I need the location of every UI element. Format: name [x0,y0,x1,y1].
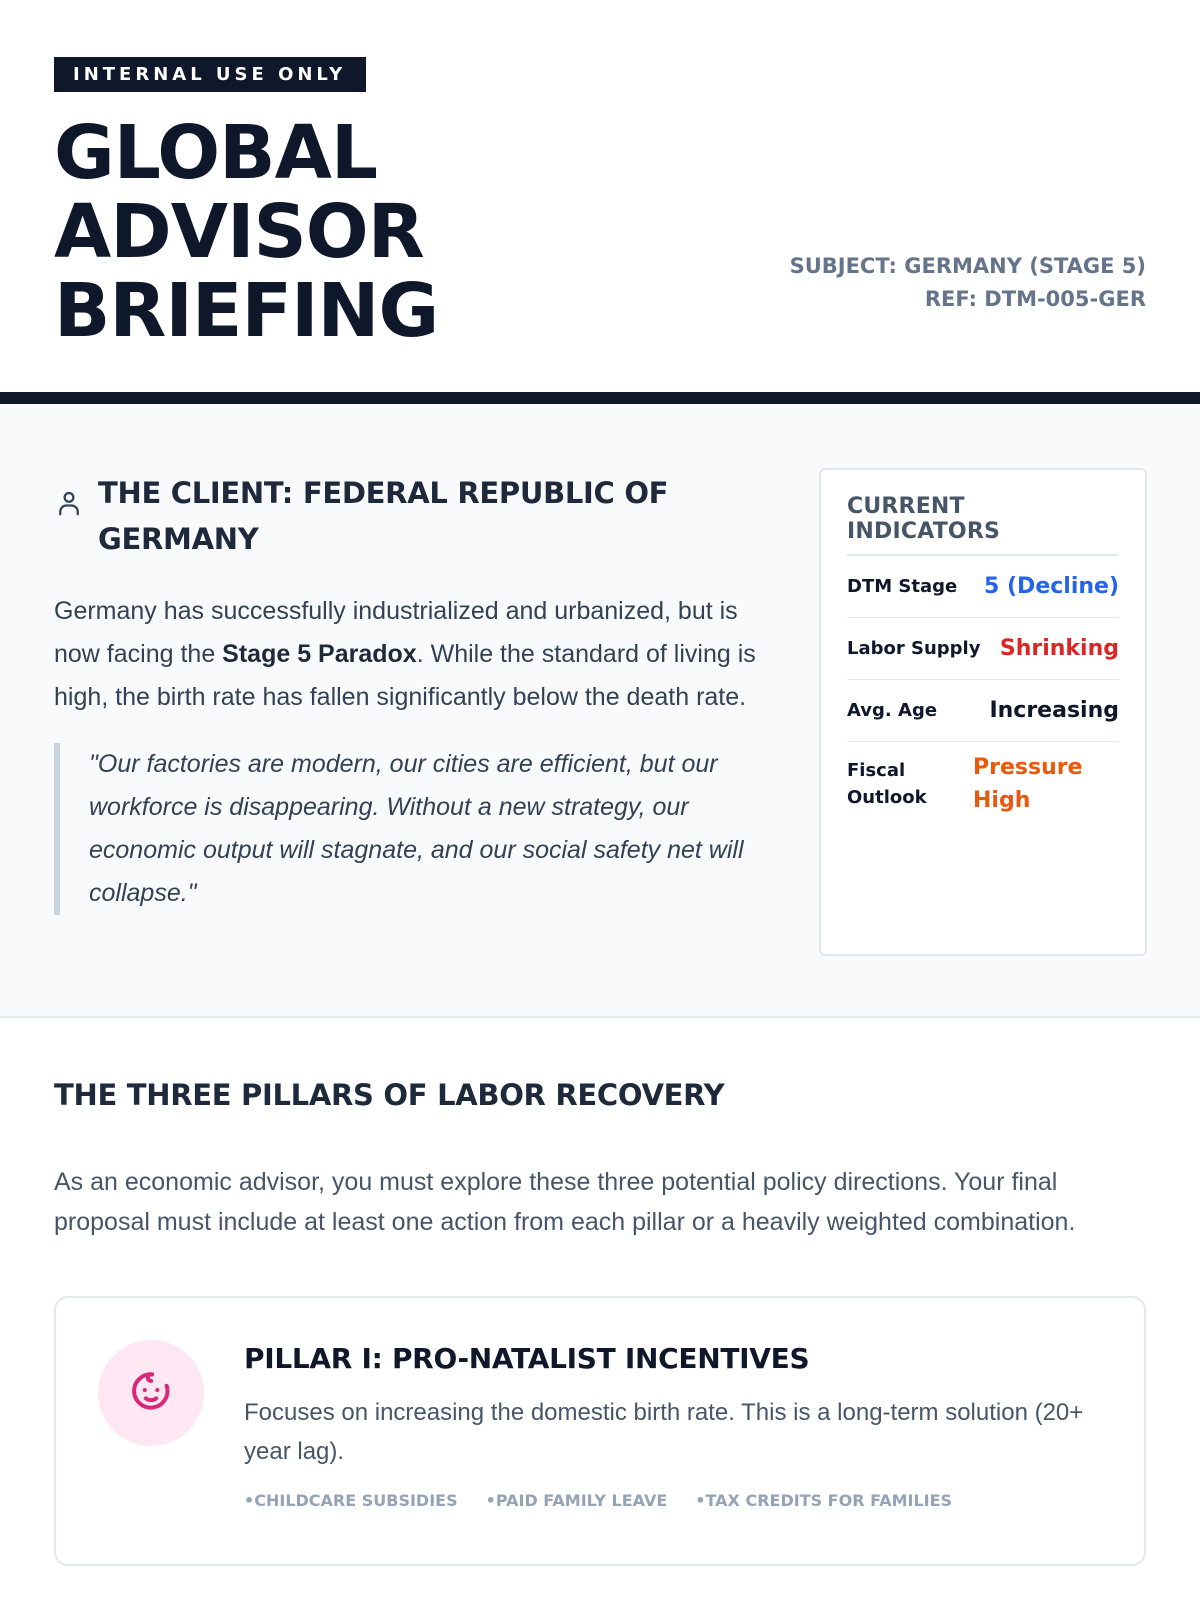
pillars-intro: As an economic advisor, you must explore these three potential policy directions. Your final proposal must include at least one action from each pillar or a heavily weighted combination. [54,1168,1076,1236]
client-description-text: Germany has successfully industrialized and urbanized, but is now facing the [54,597,738,668]
page-header [0,0,1200,404]
client-overview [54,470,769,915]
client-section [0,404,1200,1018]
indicator-label: Fiscal Outlook [847,760,927,808]
pillar-tag: • TAX CREDITS FOR FAMILIES [695,1491,952,1510]
pillar-content [244,1342,1084,1510]
pillar-tags [244,1491,1084,1510]
internal-use-badge: INTERNAL USE ONLY [54,57,366,92]
indicator-row [847,680,1119,742]
pillars-section [0,1018,1200,1566]
pillar-tag: • PAID FAMILY LEAVE [486,1491,668,1510]
indicator-value: 5 (Decline) [984,574,1119,599]
indicator-row [847,556,1119,618]
header-divider [0,392,1200,404]
user-icon [54,488,84,523]
indicator-value: Pressure High [973,755,1083,813]
client-title: THE CLIENT: FEDERAL REPUBLIC OF GERMANY [98,476,669,556]
client-description [54,590,769,719]
indicator-value: Increasing [989,698,1119,723]
pillar-title: PILLAR I: PRO-NATALIST INCENTIVES [244,1342,810,1375]
pillar-tag: • CHILDCARE SUBSIDIES [244,1491,458,1510]
document-meta [786,250,1146,316]
client-description-text: . While the standard of living is high, the birth rate has fallen significantly below the death rate. [54,640,756,711]
indicator-label: Avg. Age [847,700,938,721]
pillars-title: THE THREE PILLARS OF LABOR RECOVERY [54,1078,725,1112]
title-line: BRIEFING [54,268,439,354]
current-indicators-panel [819,468,1147,956]
title-line: GLOBAL [54,110,377,196]
pillar-icon-circle [98,1340,204,1446]
ref-line: REF: DTM-005-GER [924,287,1146,311]
indicator-label: DTM Stage [847,576,958,597]
stage-5-paradox-term: Stage 5 Paradox [222,640,417,668]
baby-face-icon [126,1366,176,1421]
indicators-title: CURRENT INDICATORS [847,494,1119,556]
indicator-label: Labor Supply [847,638,981,659]
pillar-card [54,1296,1146,1566]
page-title [54,110,574,354]
indicator-value: Shrinking [999,636,1119,661]
client-heading [54,470,769,562]
client-quote: "Our factories are modern, our cities are efficient, but our workforce is disappearing. Without a new strategy, our economic output will stagnate, and our social safety net will collapse." [54,743,769,915]
title-line: ADVISOR [54,189,424,275]
indicator-row [847,742,1119,826]
pillar-description: Focuses on increasing the domestic birth rate. This is a long-term solution (20+ year lag). [244,1399,1084,1465]
subject-line: SUBJECT: GERMANY (STAGE 5) [789,254,1146,278]
indicator-row [847,618,1119,680]
